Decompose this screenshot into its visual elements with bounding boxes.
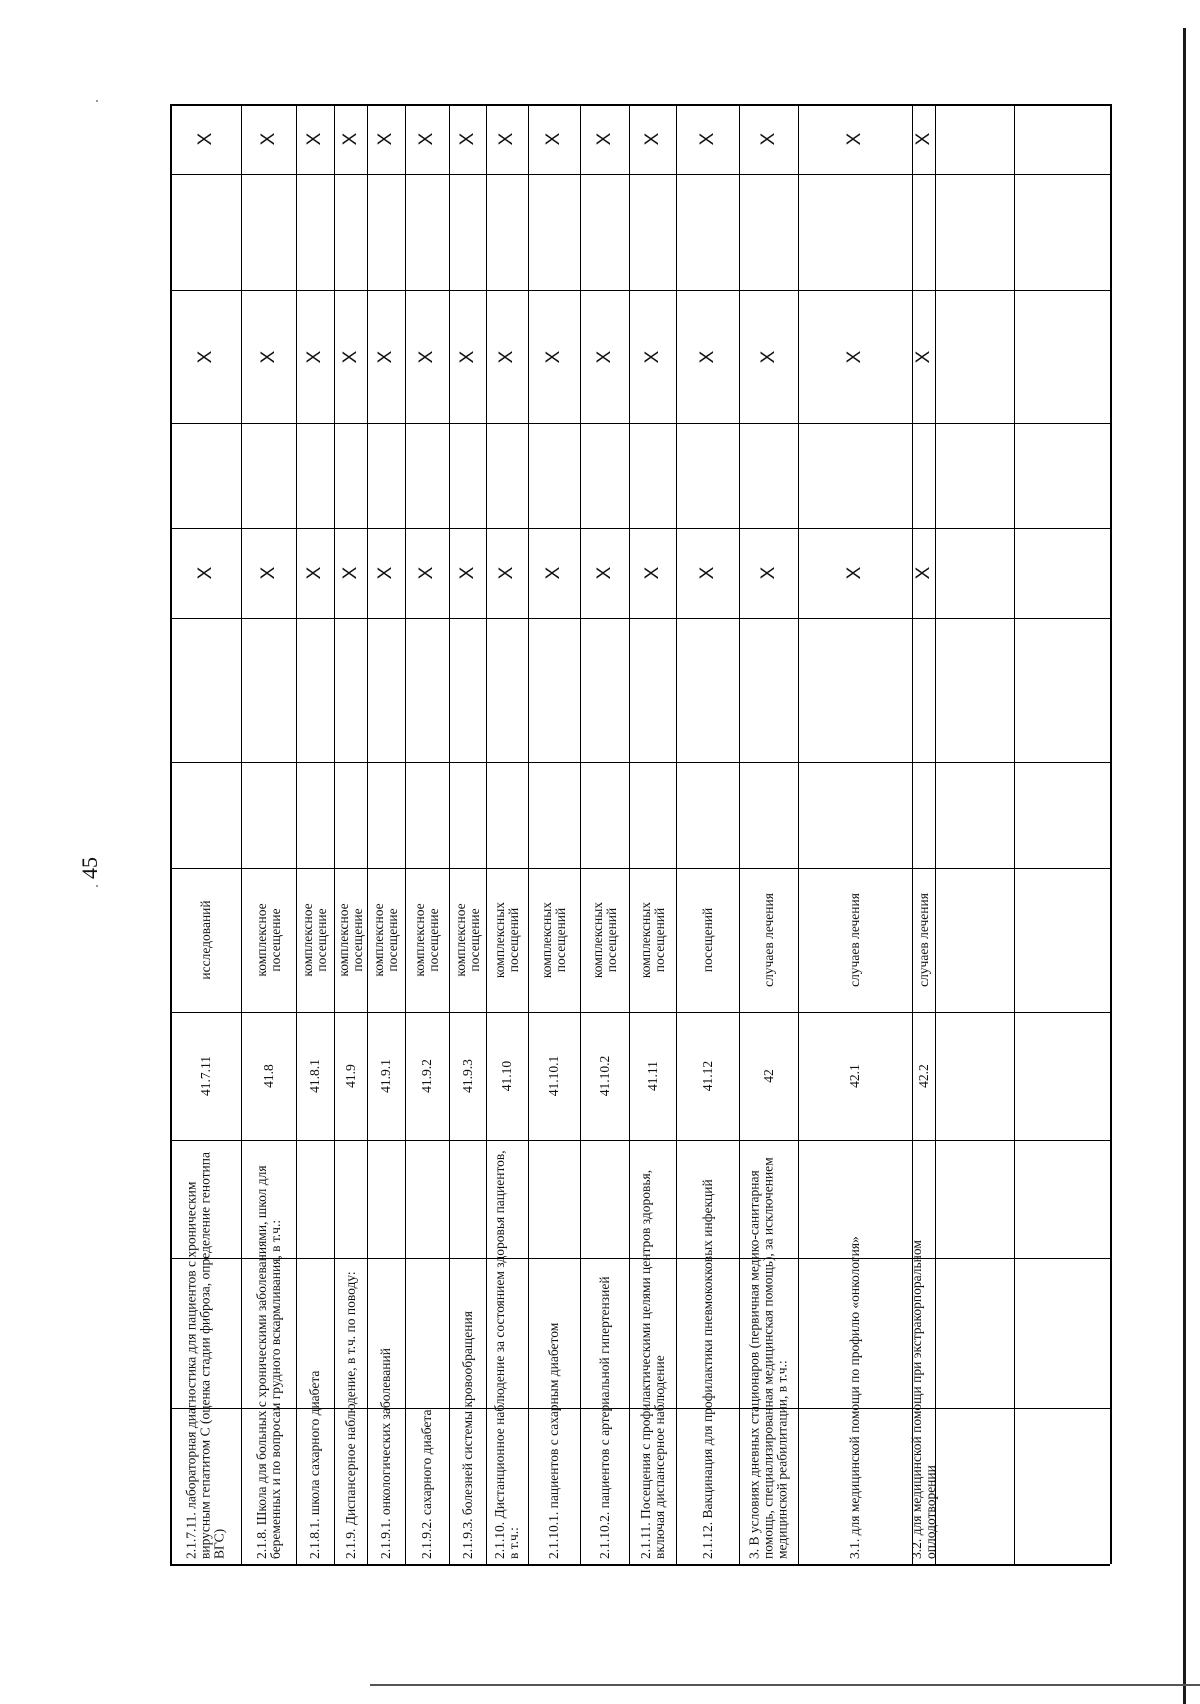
row-unit: комплексное посещение — [299, 903, 329, 977]
row-code: 41.9.1 — [377, 1059, 393, 1093]
row-name: 2.1.11. Посещения с профилактическими целями центров здоровья, включая диспансерное наблюдение — [637, 1169, 667, 1559]
row-name: 2.1.7.11. лабораторная диагностика для пациентов с хроническим вирусным гепатитом С (оценка стадии фиброза, определение генотипа ВГС) — [183, 1152, 227, 1559]
cross-mark: X — [194, 350, 216, 363]
row-unit: комплексное посещение — [370, 903, 400, 977]
row-unit-cell — [296, 868, 334, 1012]
row-x-cell — [912, 290, 935, 423]
table-column-divider — [170, 618, 1110, 619]
cross-mark: X — [844, 132, 866, 146]
row-code: 41.12 — [699, 1060, 715, 1092]
row-code-cell — [334, 1012, 367, 1140]
row-name-cell — [367, 1140, 405, 1564]
page-number: 45 — [77, 857, 102, 879]
row-x-cell — [676, 290, 739, 423]
cross-mark: X — [257, 566, 279, 580]
cross-mark: X — [593, 566, 615, 580]
cross-mark: X — [844, 350, 866, 363]
row-code-cell — [486, 1012, 528, 1140]
row-x-cell — [334, 290, 367, 423]
row-code-cell — [170, 1012, 241, 1140]
cross-mark: X — [696, 566, 718, 580]
row-unit: комплексных посещений — [589, 901, 619, 979]
row-name: 3. В условиях дневных стационаров (первичная медико-санитарная помощь, специализированная медицинская помощь), за исключением медицинской реабилитации, в т.ч.: — [746, 1157, 790, 1559]
row-unit-cell — [449, 868, 486, 1012]
row-x-cell — [486, 290, 528, 423]
row-x-cell — [580, 104, 629, 174]
row-unit-cell — [912, 868, 935, 1012]
row-name-cell — [296, 1140, 334, 1564]
row-x-cell — [528, 104, 580, 174]
row-code: 41.8.1 — [306, 1059, 322, 1093]
row-x-cell — [798, 104, 912, 174]
row-x-cell — [449, 290, 486, 423]
row-unit-cell — [486, 868, 528, 1012]
cross-mark: X — [641, 566, 663, 580]
row-name-cell — [908, 1140, 938, 1564]
row-x-cell — [528, 528, 580, 618]
cross-mark: X — [375, 350, 397, 363]
row-unit: комплексных посещений — [637, 901, 667, 979]
row-name: 2.1.10.2. пациентов с артериальной гипертензией — [596, 1276, 612, 1559]
row-code: 42.2 — [915, 1064, 931, 1088]
row-x-cell — [629, 290, 676, 423]
row-x-cell — [241, 528, 296, 618]
table-column-divider — [170, 1564, 1110, 1566]
cross-mark: X — [593, 132, 615, 146]
cross-mark: X — [257, 350, 279, 363]
row-x-cell — [486, 528, 528, 618]
row-unit: комплексных посещений — [491, 901, 521, 979]
cross-mark: X — [304, 566, 326, 580]
row-unit: исследований — [197, 900, 213, 980]
row-name: 2.1.12. Вакцинация для профилактики пневмококковых инфекций — [699, 1179, 715, 1559]
row-x-cell — [334, 104, 367, 174]
row-code: 41.8 — [260, 1064, 276, 1088]
row-x-cell — [739, 104, 798, 174]
row-x-cell — [676, 528, 739, 618]
row-code-cell — [367, 1012, 405, 1140]
row-x-cell — [739, 528, 798, 618]
cross-mark: X — [641, 350, 663, 363]
row-x-cell — [449, 528, 486, 618]
row-x-cell — [528, 290, 580, 423]
row-name-cell — [798, 1140, 912, 1564]
row-code-cell — [405, 1012, 449, 1140]
cross-mark: X — [456, 132, 478, 146]
scan-speck — [96, 100, 98, 102]
cross-mark: X — [844, 566, 866, 580]
row-x-cell — [798, 290, 912, 423]
row-name: 3.1. для медицинской помощи по профилю «онкология» — [846, 1236, 862, 1559]
row-name: 2.1.9. Диспансерное наблюдение, в т.ч. по поводу: — [342, 1271, 358, 1559]
row-name-cell — [739, 1140, 798, 1564]
cross-mark: X — [257, 132, 279, 146]
table-column-divider — [170, 174, 1110, 175]
row-unit-cell — [629, 868, 676, 1012]
cross-mark: X — [456, 566, 478, 580]
cross-mark: X — [912, 566, 934, 580]
cross-mark: X — [757, 132, 779, 146]
table-column-divider — [170, 762, 1110, 763]
row-x-cell — [580, 290, 629, 423]
row-unit: случаев лечения — [915, 893, 931, 987]
page-edge-right — [1183, 28, 1186, 1704]
row-unit: комплексное посещение — [452, 903, 482, 977]
row-x-cell — [241, 104, 296, 174]
row-x-cell — [296, 528, 334, 618]
cross-mark: X — [416, 566, 438, 580]
cross-mark: X — [194, 132, 216, 146]
cross-mark: X — [696, 350, 718, 363]
row-name-cell — [676, 1140, 739, 1564]
cross-mark: X — [543, 132, 565, 146]
row-unit-cell — [367, 868, 405, 1012]
row-code: 41.9 — [342, 1064, 358, 1088]
row-x-cell — [629, 104, 676, 174]
cross-mark: X — [416, 132, 438, 146]
cross-mark: X — [375, 132, 397, 146]
cross-mark: X — [912, 132, 934, 146]
cross-mark: X — [496, 350, 518, 363]
cross-mark: X — [304, 132, 326, 146]
row-name-cell — [486, 1140, 528, 1564]
row-code: 41.10 — [498, 1060, 514, 1092]
row-x-cell — [241, 290, 296, 423]
row-x-cell — [405, 528, 449, 618]
row-name: 2.1.9.2. сахарного диабета — [418, 1409, 434, 1559]
cross-mark: X — [416, 350, 438, 363]
row-x-cell — [367, 528, 405, 618]
row-x-cell — [798, 528, 912, 618]
cross-mark: X — [912, 350, 934, 363]
row-unit: случаев лечения — [846, 893, 862, 987]
cross-mark: X — [339, 350, 361, 363]
row-name: 2.1.10.1. пациентов с сахарным диабетом — [545, 1322, 561, 1559]
cross-mark: X — [339, 132, 361, 146]
row-x-cell — [580, 528, 629, 618]
row-name-cell — [629, 1140, 676, 1564]
row-unit: случаев лечения — [760, 893, 776, 987]
cross-mark: X — [593, 350, 615, 363]
row-code-cell — [296, 1012, 334, 1140]
cross-mark: X — [496, 132, 518, 146]
row-x-cell — [405, 104, 449, 174]
row-code: 41.10.2 — [596, 1055, 612, 1097]
row-unit-cell — [528, 868, 580, 1012]
row-unit-cell — [170, 868, 241, 1012]
cross-mark: X — [543, 566, 565, 580]
row-x-cell — [486, 104, 528, 174]
row-x-cell — [367, 290, 405, 423]
row-unit: комплексное посещение — [253, 903, 283, 977]
cross-mark: X — [641, 132, 663, 146]
row-name: 2.1.8.1. школа сахарного диабета — [306, 1370, 322, 1559]
row-x-cell — [170, 528, 241, 618]
row-x-cell — [367, 104, 405, 174]
row-code-cell — [676, 1012, 739, 1140]
row-x-cell — [629, 528, 676, 618]
row-name-cell — [528, 1140, 580, 1564]
cross-mark: X — [696, 132, 718, 146]
row-x-cell — [912, 104, 935, 174]
row-unit-cell — [798, 868, 912, 1012]
row-name: 2.1.10. Дистанционное наблюдение за состоянием здоровья пациентов, в т.ч.: — [491, 1150, 521, 1559]
cross-mark: X — [304, 350, 326, 363]
row-code: 41.7.11 — [197, 1056, 213, 1096]
row-unit: посещений — [699, 907, 715, 973]
row-name-cell — [405, 1140, 449, 1564]
table-row-divider — [1014, 104, 1015, 1564]
row-x-cell — [170, 290, 241, 423]
row-unit: комплексное посещение — [411, 903, 441, 977]
row-name: 3.2. для медицинской помощи при экстракорпоральном оплодотворении — [908, 1240, 938, 1559]
cross-mark: X — [456, 350, 478, 363]
row-x-cell — [449, 104, 486, 174]
row-name-cell — [580, 1140, 629, 1564]
row-name-cell — [170, 1140, 241, 1564]
row-name-cell — [449, 1140, 486, 1564]
row-name-cell — [241, 1140, 296, 1564]
row-x-cell — [405, 290, 449, 423]
row-x-cell — [912, 528, 935, 618]
row-name: 2.1.9.1. онкологических заболеваний — [377, 1348, 393, 1559]
data-table — [170, 104, 1110, 1564]
row-code: 41.9.2 — [418, 1059, 434, 1093]
row-code: 41.11 — [644, 1061, 660, 1091]
row-code-cell — [629, 1012, 676, 1140]
row-unit: комплексных посещений — [538, 901, 568, 979]
row-code-cell — [798, 1012, 912, 1140]
row-code-cell — [528, 1012, 580, 1140]
row-unit-cell — [241, 868, 296, 1012]
row-code-cell — [912, 1012, 935, 1140]
cross-mark: X — [194, 566, 216, 580]
row-code-cell — [449, 1012, 486, 1140]
cross-mark: X — [375, 566, 397, 580]
row-x-cell — [334, 528, 367, 618]
row-code: 42.1 — [846, 1064, 862, 1088]
row-name-cell — [334, 1140, 367, 1564]
row-unit-cell — [676, 868, 739, 1012]
page-edge-bottom — [370, 1684, 1200, 1686]
row-unit-cell — [334, 868, 367, 1012]
cross-mark: X — [757, 350, 779, 363]
table-row-divider — [1110, 104, 1112, 1564]
row-x-cell — [170, 104, 241, 174]
row-x-cell — [296, 290, 334, 423]
row-x-cell — [676, 104, 739, 174]
cross-mark: X — [543, 350, 565, 363]
row-name: 2.1.8. Школа для больных с хроническими заболеваниями, школ для беременных и по вопросам грудного вскармливания, в т.ч.: — [253, 1165, 283, 1559]
row-code: 41.10.1 — [545, 1055, 561, 1097]
table-column-divider — [170, 423, 1110, 424]
row-unit: комплексное посещение — [335, 903, 365, 977]
row-code-cell — [580, 1012, 629, 1140]
row-code-cell — [739, 1012, 798, 1140]
cross-mark: X — [339, 566, 361, 580]
row-code: 41.9.3 — [459, 1059, 475, 1093]
row-unit-cell — [580, 868, 629, 1012]
row-unit-cell — [739, 868, 798, 1012]
row-code-cell — [241, 1012, 296, 1140]
cross-mark: X — [757, 566, 779, 580]
row-x-cell — [739, 290, 798, 423]
row-code: 42 — [760, 1069, 776, 1083]
row-x-cell — [296, 104, 334, 174]
row-name: 2.1.9.3. болезней системы кровообращения — [459, 1311, 475, 1559]
row-unit-cell — [405, 868, 449, 1012]
cross-mark: X — [496, 566, 518, 580]
